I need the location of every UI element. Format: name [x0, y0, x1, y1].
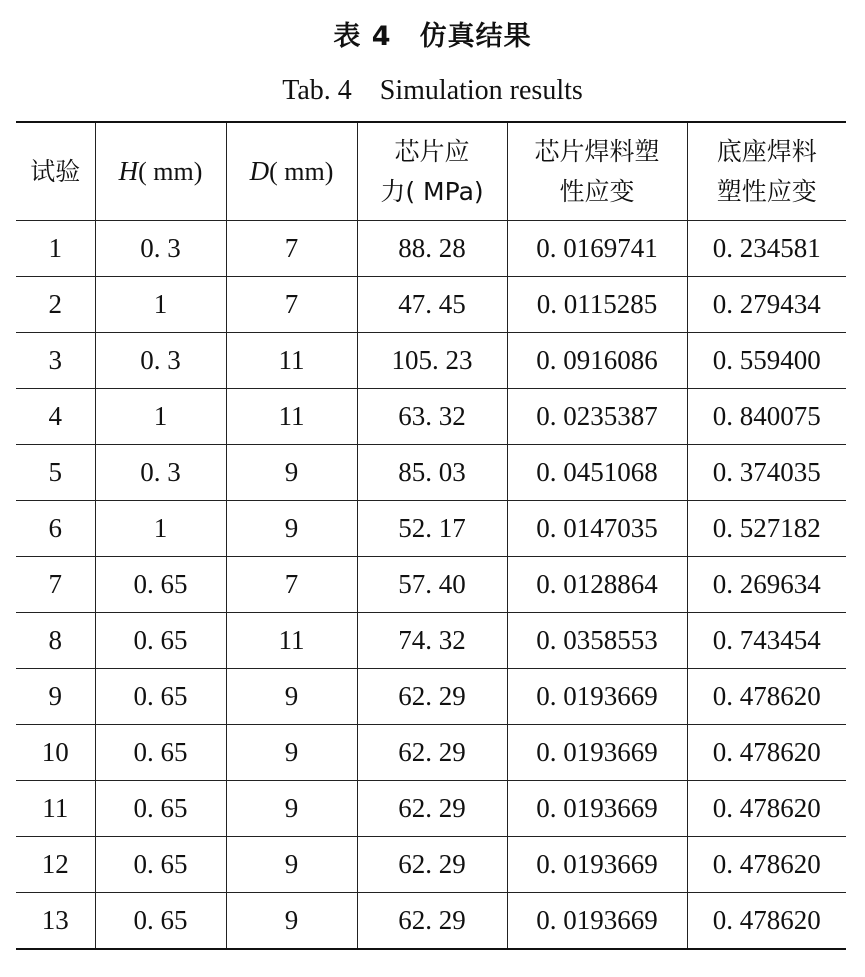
- simulation-results-table: [16, 121, 846, 950]
- cell-h: 0. 65: [95, 837, 226, 893]
- header-d-variable: D: [249, 156, 270, 186]
- table-row: [16, 613, 846, 669]
- cell-chip-solder-strain: 0. 0235387: [507, 389, 687, 445]
- cell-d: 9: [226, 501, 357, 557]
- table-row: [16, 389, 846, 445]
- cell-h: 1: [95, 389, 226, 445]
- cell-base-solder-strain: 0. 478620: [687, 837, 846, 893]
- cell-trial: 12: [16, 837, 95, 893]
- cell-h: 0. 3: [95, 445, 226, 501]
- cell-chip-stress: 62. 29: [357, 669, 507, 725]
- table-row: [16, 669, 846, 725]
- cell-chip-stress: 62. 29: [357, 781, 507, 837]
- cell-d: 9: [226, 837, 357, 893]
- cell-trial: 1: [16, 221, 95, 277]
- cell-trial: 8: [16, 613, 95, 669]
- cell-chip-solder-strain: 0. 0147035: [507, 501, 687, 557]
- cell-chip-stress: 62. 29: [357, 837, 507, 893]
- cell-d: 11: [226, 389, 357, 445]
- cell-trial: 9: [16, 669, 95, 725]
- cell-base-solder-strain: 0. 478620: [687, 725, 846, 781]
- cell-trial: 7: [16, 557, 95, 613]
- cell-base-solder-strain: 0. 743454: [687, 613, 846, 669]
- header-trial-label: 试验: [30, 156, 81, 186]
- cell-h: 0. 65: [95, 725, 226, 781]
- cell-h: 0. 65: [95, 893, 226, 950]
- table-title-chinese: 表 4 仿真结果: [333, 21, 532, 52]
- cell-base-solder-strain: 0. 478620: [687, 669, 846, 725]
- cell-chip-stress: 63. 32: [357, 389, 507, 445]
- header-h: [95, 122, 226, 221]
- cell-chip-stress: 57. 40: [357, 557, 507, 613]
- table-row: [16, 781, 846, 837]
- cell-chip-solder-strain: 0. 0358553: [507, 613, 687, 669]
- cell-base-solder-strain: 0. 374035: [687, 445, 846, 501]
- cell-h: 0. 65: [95, 781, 226, 837]
- cell-d: 9: [226, 893, 357, 950]
- header-chip-stress-line2: 力( MPa): [380, 176, 484, 206]
- cell-chip-solder-strain: 0. 0193669: [507, 781, 687, 837]
- cell-d: 7: [226, 221, 357, 277]
- cell-chip-stress: 62. 29: [357, 893, 507, 950]
- cell-h: 1: [95, 501, 226, 557]
- cell-h: 0. 65: [95, 613, 226, 669]
- cell-d: 7: [226, 277, 357, 333]
- table-title-english: Tab. 4 Simulation results: [282, 75, 583, 106]
- header-base-solder-strain: [687, 122, 846, 221]
- cell-trial: 4: [16, 389, 95, 445]
- header-d-unit: ( mm): [269, 157, 334, 186]
- cell-trial: 3: [16, 333, 95, 389]
- header-chip-stress: [357, 122, 507, 221]
- cell-base-solder-strain: 0. 279434: [687, 277, 846, 333]
- cell-base-solder-strain: 0. 269634: [687, 557, 846, 613]
- cell-base-solder-strain: 0. 559400: [687, 333, 846, 389]
- table-header-row: [16, 122, 846, 221]
- cell-trial: 5: [16, 445, 95, 501]
- header-chip-solder-strain-line2: 性应变: [559, 176, 635, 206]
- cell-d: 11: [226, 333, 357, 389]
- cell-trial: 2: [16, 277, 95, 333]
- table-body: [16, 221, 846, 950]
- cell-chip-solder-strain: 0. 0128864: [507, 557, 687, 613]
- header-h-unit: ( mm): [138, 157, 203, 186]
- cell-base-solder-strain: 0. 527182: [687, 501, 846, 557]
- cell-h: 1: [95, 277, 226, 333]
- table-row: [16, 221, 846, 277]
- cell-h: 0. 65: [95, 669, 226, 725]
- cell-h: 0. 3: [95, 221, 226, 277]
- cell-base-solder-strain: 0. 840075: [687, 389, 846, 445]
- header-d: [226, 122, 357, 221]
- cell-base-solder-strain: 0. 478620: [712, 905, 821, 935]
- cell-chip-solder-strain: 0. 0193669: [507, 669, 687, 725]
- header-chip-stress-line1: 芯片应: [394, 136, 470, 166]
- cell-chip-stress: 85. 03: [357, 445, 507, 501]
- cell-d: 7: [226, 557, 357, 613]
- cell-chip-solder-strain: 0. 0193669: [507, 837, 687, 893]
- table-row: [16, 837, 846, 893]
- table-row: [16, 445, 846, 501]
- cell-chip-solder-strain: 0. 0193669: [507, 893, 687, 950]
- cell-chip-stress: 88. 28: [357, 221, 507, 277]
- cell-chip-solder-strain: 0. 0169741: [507, 221, 687, 277]
- cell-h: 0. 65: [95, 557, 226, 613]
- table-row: [16, 501, 846, 557]
- cell-d: 9: [226, 445, 357, 501]
- cell-chip-solder-strain: 0. 0451068: [507, 445, 687, 501]
- cell-base-solder-strain: 0. 234581: [687, 221, 846, 277]
- table-row: [16, 725, 846, 781]
- header-h-variable: H: [118, 156, 139, 186]
- table-row: [16, 333, 846, 389]
- cell-chip-stress: 62. 29: [357, 725, 507, 781]
- cell-d: 9: [226, 669, 357, 725]
- header-base-solder-strain-line2: 塑性应变: [716, 176, 817, 206]
- header-base-solder-strain-line1: 底座焊料: [716, 136, 817, 166]
- cell-chip-solder-strain: 0. 0916086: [507, 333, 687, 389]
- header-chip-solder-strain: [507, 122, 687, 221]
- cell-chip-solder-strain: 0. 0115285: [507, 277, 687, 333]
- header-trial: [16, 122, 95, 221]
- cell-trial: 10: [16, 725, 95, 781]
- cell-d: 9: [226, 781, 357, 837]
- table-row: [16, 893, 846, 950]
- cell-trial: 6: [16, 501, 95, 557]
- cell-trial: 13: [16, 893, 95, 950]
- cell-base-solder-strain: 0. 478620: [687, 781, 846, 837]
- cell-chip-stress: 47. 45: [357, 277, 507, 333]
- cell-chip-stress: 52. 17: [357, 501, 507, 557]
- cell-d: 11: [226, 613, 357, 669]
- cell-trial: 11: [16, 781, 95, 837]
- cell-d: 9: [226, 725, 357, 781]
- table-row: [16, 277, 846, 333]
- cell-h: 0. 3: [95, 333, 226, 389]
- cell-chip-stress: 74. 32: [357, 613, 507, 669]
- cell-chip-stress: 105. 23: [357, 333, 507, 389]
- table-row: [16, 557, 846, 613]
- cell-chip-solder-strain: 0. 0193669: [507, 725, 687, 781]
- header-chip-solder-strain-line1: 芯片焊料塑: [534, 136, 660, 166]
